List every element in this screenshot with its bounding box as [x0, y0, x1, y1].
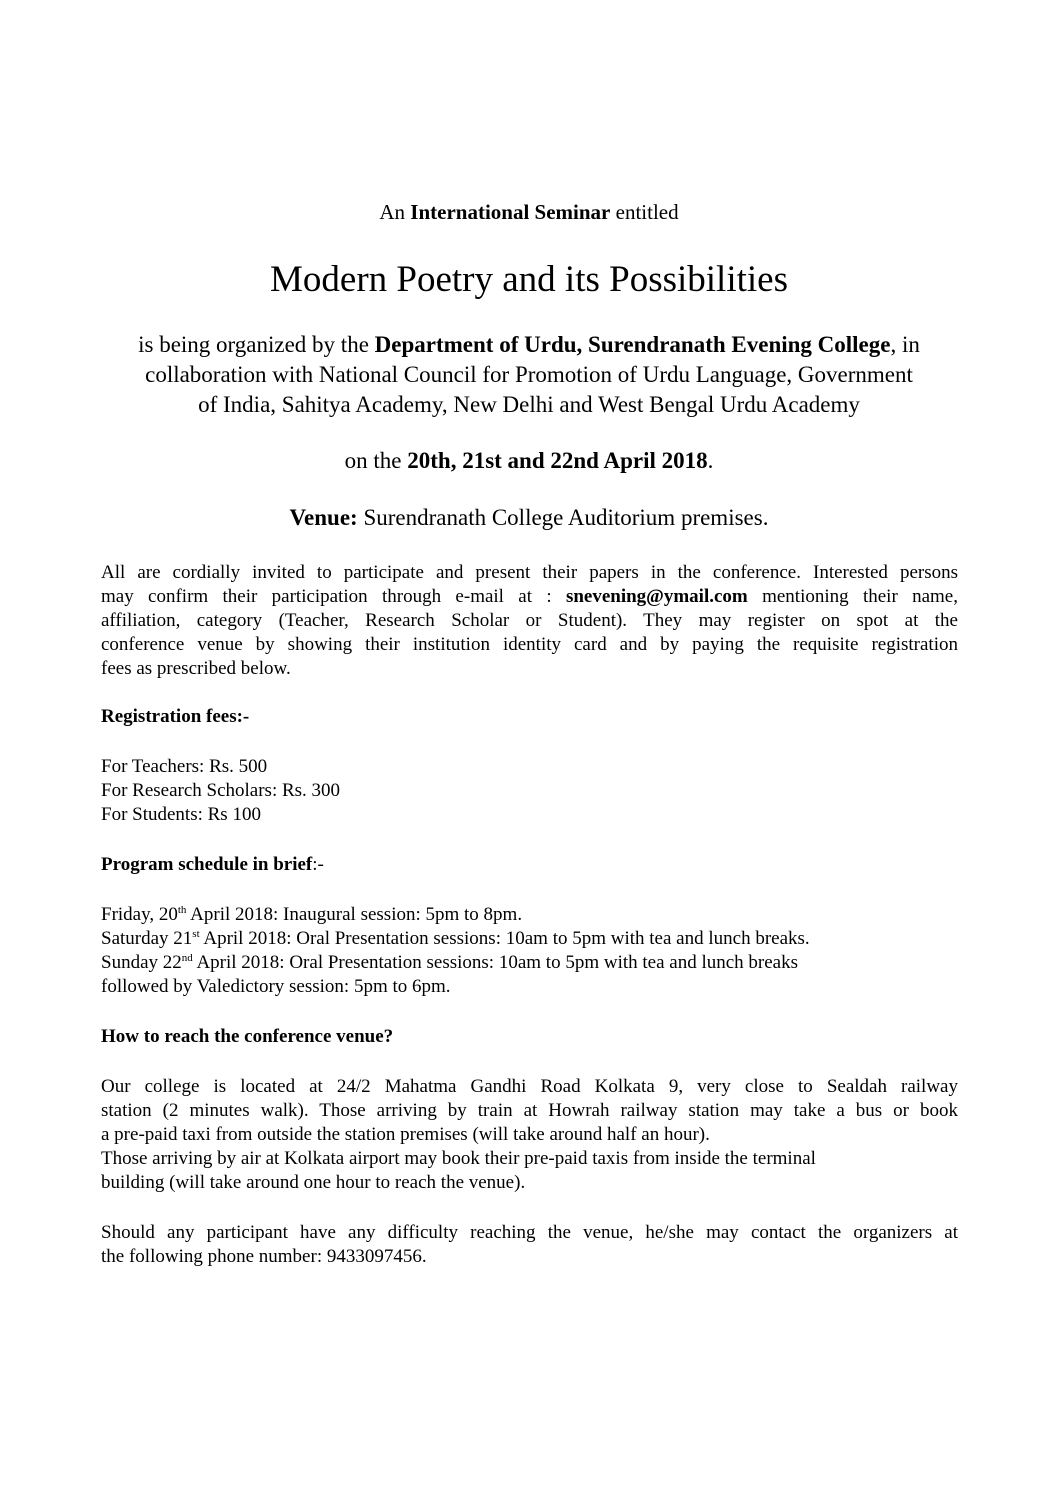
schedule-friday-pre: Friday, 20: [101, 904, 178, 925]
venue-label: Venue:: [289, 505, 358, 530]
schedule-friday-post: April 2018: Inaugural session: 5pm to 8pm.: [186, 904, 523, 925]
schedule-saturday-sup: st: [192, 928, 200, 940]
schedule-friday-sup: th: [177, 904, 187, 916]
invitation-line-1: All are cordially invited to participate and present their papers in the conference. Interested persons: [101, 562, 958, 583]
intro-bold: International Seminar: [410, 200, 611, 224]
contact-line-1: Should any participant have any difficulty reaching the venue, he/she may contact the organizers at: [101, 1222, 958, 1243]
organizer-line-1: [0, 332, 1058, 358]
reach-heading: [101, 1026, 393, 1048]
invitation-line-2: [101, 586, 958, 608]
schedule-saturday-pre: Saturday 21: [101, 928, 193, 949]
page-title: Modern Poetry and its Possibilities: [270, 259, 788, 300]
schedule-saturday-post: April 2018: Oral Presentation sessions: 10am to 5pm with tea and lunch breaks.: [199, 928, 810, 949]
invitation-line-5: fees as prescribed below.: [101, 658, 291, 679]
invitation-post: mentioning their name,: [747, 586, 958, 607]
venue-text: Surendranath College Auditorium premises.: [357, 505, 769, 530]
organizer-pre: is being organized by the: [138, 332, 375, 357]
schedule-heading-suffix: :-: [312, 854, 324, 875]
venue-line: [0, 505, 1058, 531]
fee-item-teachers: For Teachers: Rs. 500: [101, 756, 268, 777]
organizer-line-3: of India, Sahitya Academy, New Delhi and West Bengal Urdu Academy: [198, 392, 860, 417]
invitation-pre: may confirm their participation through e-mail at :: [101, 586, 566, 607]
organizer-line-2: collaboration with National Council for Promotion of Urdu Language, Government: [145, 362, 913, 387]
reach-line-2: station (2 minutes walk). Those arriving by train at Howrah railway station may take a bus or book: [101, 1100, 958, 1121]
reach-heading-text: How to reach the conference venue?: [101, 1026, 394, 1047]
fee-item-scholars: For Research Scholars: Rs. 300: [101, 780, 341, 801]
dates-line: [0, 448, 1058, 474]
schedule-heading-text: Program schedule in brief: [101, 854, 313, 875]
contact-line-2: the following phone number: 9433097456.: [101, 1246, 427, 1267]
schedule-item-friday: [101, 904, 522, 926]
intro-line: [0, 200, 1058, 225]
reach-line-3: a pre-paid taxi from outside the station premises (will take around half an hour).: [101, 1124, 710, 1145]
schedule-continuation: followed by Valedictory session: 5pm to 6pm.: [101, 976, 451, 997]
invitation-line-3: affiliation, category (Teacher, Research Scholar or Student). They may register on spot at the: [101, 610, 958, 631]
email-address[interactable]: snevening@ymail.com: [565, 586, 748, 607]
intro-pre: An: [379, 200, 411, 224]
reach-line-5: building (will take around one hour to reach the venue).: [101, 1172, 526, 1193]
dates-bold: 20th, 21st and 22nd April 2018: [407, 448, 708, 473]
invitation-line-4: conference venue by showing their institution identity card and by paying the requisite registration: [101, 634, 958, 655]
schedule-sunday-sup: nd: [181, 952, 193, 964]
dates-post: .: [707, 448, 714, 473]
fee-item-students: For Students: Rs 100: [101, 804, 261, 825]
schedule-item-sunday: [101, 952, 798, 974]
reach-line-1: Our college is located at 24/2 Mahatma Gandhi Road Kolkata 9, very close to Sealdah railway: [101, 1076, 958, 1097]
schedule-sunday-pre: Sunday 22: [101, 952, 182, 973]
schedule-heading: [101, 854, 324, 876]
intro-post: entitled: [610, 200, 679, 224]
fees-heading-text: Registration fees:-: [101, 706, 250, 727]
dates-pre: on the: [344, 448, 408, 473]
organizer-bold: Department of Urdu, Surendranath Evening College: [374, 332, 891, 357]
schedule-item-saturday: [101, 928, 810, 950]
schedule-sunday-post: April 2018: Oral Presentation sessions: 10am to 5pm with tea and lunch breaks: [192, 952, 799, 973]
organizer-post: , in: [890, 332, 920, 357]
fees-heading: [101, 706, 249, 728]
reach-line-4: Those arriving by air at Kolkata airport may book their pre-paid taxis from inside the terminal: [101, 1148, 816, 1169]
